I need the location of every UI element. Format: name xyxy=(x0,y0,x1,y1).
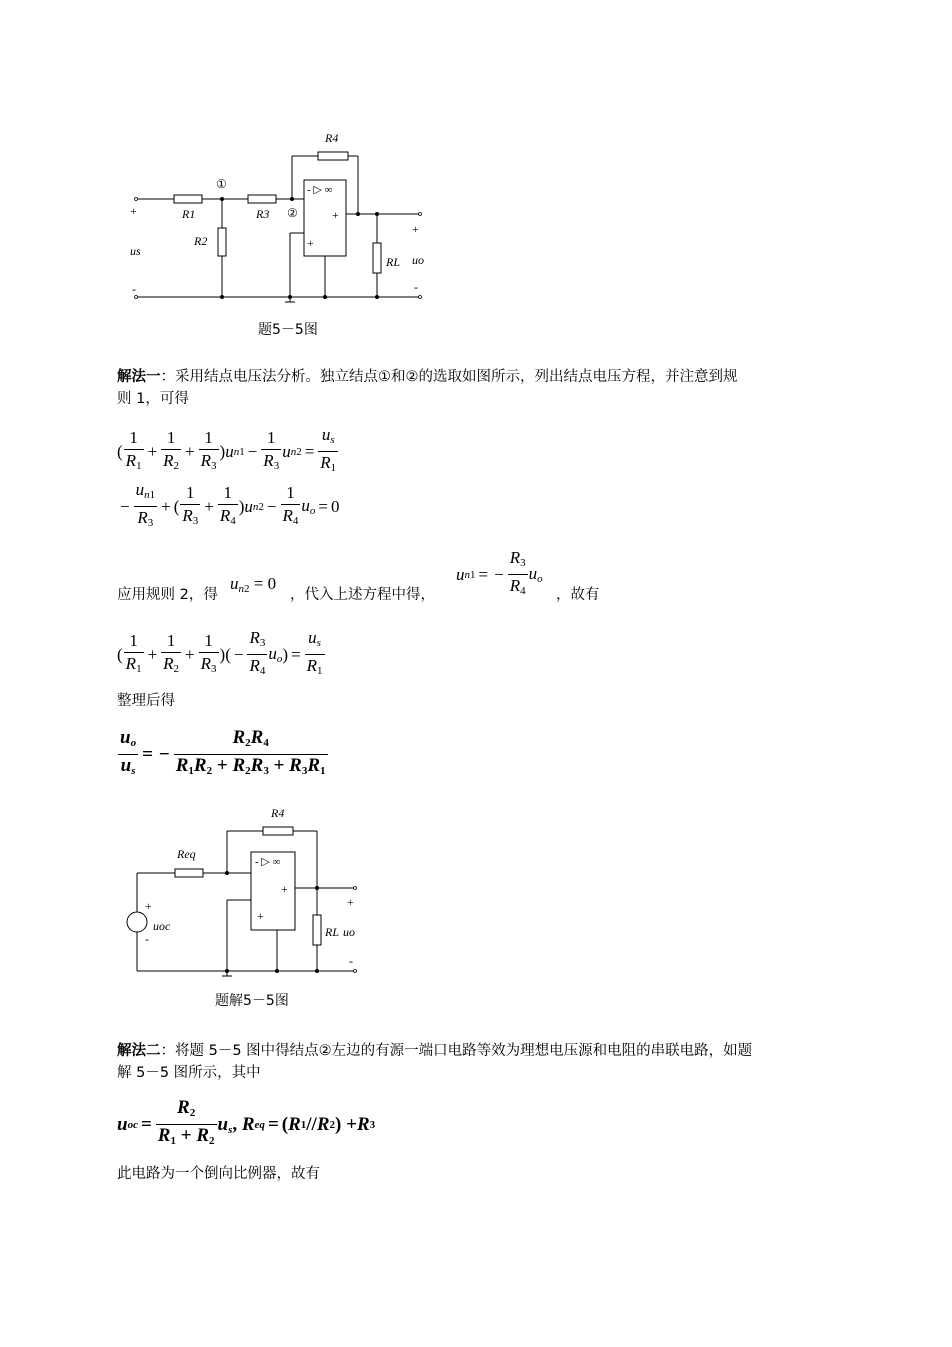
label-uo-fig2: uo xyxy=(343,925,355,939)
equation-3: ( $\frac{1}{R_1}$ + $\frac{1}{R_2}$ + $\frac{1}{R_3}$ )( − $\frac{R_3}{R_4}$ $u_o$ ) = $\frac{u_s}{R_1}$ xyxy=(117,628,323,677)
equation-1: ( $\frac{1}{R_1}$ + $\frac{1}{R_2}$ + $\frac{1}{R_3}$ ) u n1 − $\frac{1}{R_3}$ u n2 = $\frac{u_s}{R_1}$ xyxy=(117,425,337,474)
label-op-plus2-fig2: + xyxy=(257,909,264,923)
label-req: Req xyxy=(177,847,196,861)
label-opamp: - ▷ ∞ xyxy=(307,184,333,196)
method2-text1: 将题 5－5 图中得结点②左边的有源一端口电路等效为理想电压源和电阻的串联电路，如题 xyxy=(175,1043,753,1059)
voltage-source-uoc xyxy=(127,912,147,932)
simplify-text: 整理后得 xyxy=(117,693,175,709)
resistor-r4-fig2 xyxy=(263,827,293,835)
label-node1: ① xyxy=(216,177,227,191)
label-minus-out: - xyxy=(414,280,418,294)
circuit-figure-2 xyxy=(115,800,375,985)
label-uo: uo xyxy=(412,253,424,267)
resistor-rl xyxy=(373,243,381,273)
resistor-r4 xyxy=(318,152,348,160)
label-rl-fig2: RL xyxy=(325,925,340,939)
label-op-plus1: + xyxy=(332,208,339,222)
label-minus-in-fig2: - xyxy=(145,932,149,946)
label-plus-in-fig2: + xyxy=(145,899,152,913)
label-plus-out-fig2: + xyxy=(347,895,354,909)
rule2-text: 应用规则 2，得 xyxy=(117,587,218,603)
label-r3: R3 xyxy=(256,207,270,221)
method2-paragraph xyxy=(117,1040,857,1084)
resistor-r3 xyxy=(248,195,276,203)
label-r2: R2 xyxy=(194,234,208,248)
method2-final-text: 此电路为一个倒向比例器，故有 xyxy=(117,1166,320,1182)
method2-text2: 解 5－5 图所示，其中 xyxy=(117,1065,261,1081)
method2-title: 解法二 xyxy=(117,1043,161,1059)
label-us: us xyxy=(130,244,141,258)
label-plus-out: + xyxy=(412,222,419,236)
un2-zero: $u_{n2} = 0$ xyxy=(230,574,277,595)
un1-expression: u n1 = − $\frac{R_3}{R_4}$ $u_o$ xyxy=(456,548,543,597)
resistor-rl-fig2 xyxy=(313,915,321,945)
equation-2: − $\frac{u_{n1}}{R_3}$ + ( $\frac{1}{R_3}$ + $\frac{1}{R_4}$ ) u n2 − $\frac{1}{R_4}$ $u_o$ = 0 xyxy=(120,480,340,529)
circuit-figure-1 xyxy=(110,125,450,320)
substitute-text: ，代入上述方程中得， xyxy=(290,587,435,603)
label-minus-out-fig2: - xyxy=(349,954,353,968)
label-op-plus1-fig2: + xyxy=(281,882,288,896)
resistor-r2 xyxy=(218,228,226,256)
label-opamp-fig2: - ▷ ∞ xyxy=(255,856,281,868)
method1-text1: 采用结点电压法分析。独立结点①和②的选取如图所示，列出结点电压方程，并注意到规 xyxy=(175,369,738,385)
label-plus-in: + xyxy=(130,204,137,218)
label-op-plus2: + xyxy=(307,236,314,250)
label-r1: R1 xyxy=(182,207,196,221)
resistor-req xyxy=(175,869,203,877)
label-minus-in: - xyxy=(132,282,136,296)
label-rl: RL xyxy=(386,255,401,269)
method2-colon: ： xyxy=(160,1043,175,1059)
therefore-text: ，故有 xyxy=(556,587,600,603)
figure1-caption: 题5－5图 xyxy=(258,322,318,338)
method1-text2: 则 1，可得 xyxy=(117,391,189,407)
label-r4-fig2: R4 xyxy=(271,806,285,820)
uoc-req-equation: u oc = $\frac{R_2}{R_1 + R_2}$ $u_s$ , R eq = ( R 1 // R 2 ) + R 3 xyxy=(117,1097,376,1147)
method1-colon: ： xyxy=(160,369,175,385)
method1-paragraph xyxy=(117,366,847,410)
label-node2: ② xyxy=(287,206,298,220)
method1-title: 解法一 xyxy=(117,369,161,385)
label-r4: R4 xyxy=(325,131,339,145)
figure2-caption: 题解5－5图 xyxy=(215,993,289,1009)
result-equation: $\frac{u_o}{u_s}$ = − $\frac{R_2R_4}{R_1R_2 + R_2R_3 + R_3R_1}$ xyxy=(120,727,326,777)
resistor-r1 xyxy=(174,195,202,203)
label-uoc: uoc xyxy=(153,919,171,933)
